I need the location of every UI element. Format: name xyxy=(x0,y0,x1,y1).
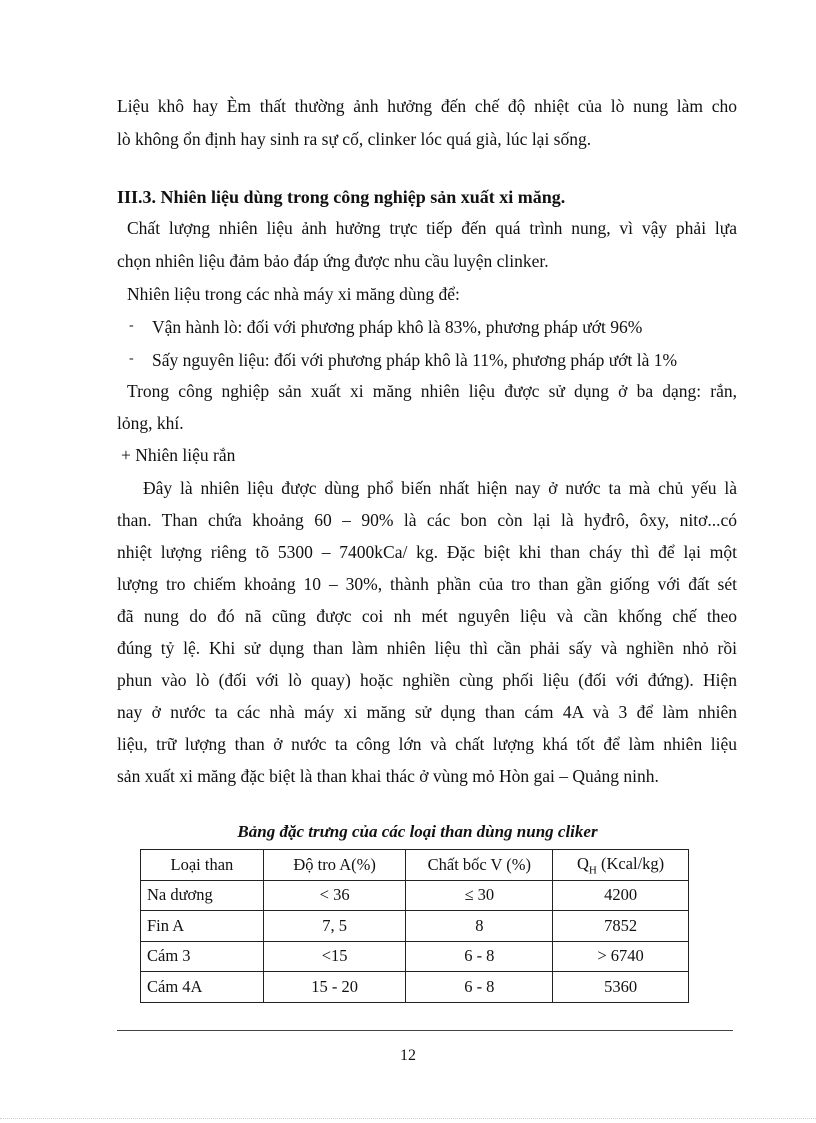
header-q-unit: (Kcal/kg) xyxy=(596,853,665,873)
paragraph-3-line-1: Trong công nghiệp sản xuất xi măng nhiên liệu được sử dụng ở ba dạng: rắn, xyxy=(127,381,737,401)
coal-properties-table xyxy=(140,849,689,1003)
paragraph-intro-line-1: Liệu khô hay Èm thất thường ảnh hưởng đến chế độ nhiệt của lò nung làm cho xyxy=(117,96,737,116)
cell-heat-value: 7852 xyxy=(553,911,689,942)
cell-heat-value: 5360 xyxy=(553,972,689,1003)
cell-ash: <15 xyxy=(263,941,406,972)
bullet-item-2: Sấy nguyên liệu: đối với phương pháp khô là 11%, phương pháp ướt là 1% xyxy=(152,350,678,370)
table-row xyxy=(141,911,689,942)
cell-coal-type: Cám 3 xyxy=(141,941,264,972)
paragraph-4-line-4: lượng tro chiếm khoảng 10 – 30%, thành phần của tro than gần giống với đất sét xyxy=(117,574,737,594)
cell-heat-value: 4200 xyxy=(553,880,689,911)
paragraph-3-line-2: lỏng, khí. xyxy=(117,413,184,433)
bullet-marker-2: - xyxy=(129,351,134,366)
header-q-main: Q xyxy=(576,853,589,873)
table-header-row xyxy=(141,850,689,881)
bullet-marker-1: - xyxy=(129,318,134,333)
paragraph-2: Nhiên liệu trong các nhà máy xi măng dùng để: xyxy=(127,284,460,304)
cell-coal-type: Na dương xyxy=(141,880,264,911)
table-row xyxy=(141,880,689,911)
cell-coal-type: Cám 4A xyxy=(141,972,264,1003)
cell-ash: < 36 xyxy=(263,880,406,911)
paragraph-4-line-3: nhiệt lượng riêng tõ 5300 – 7400kCa/ kg. Đặc biệt khi than cháy thì để lại một xyxy=(117,542,737,562)
header-q-sub: H xyxy=(588,863,597,876)
section-heading: III.3. Nhiên liệu dùng trong công nghiệp sản xuất xi măng. xyxy=(117,187,566,207)
paragraph-4-line-10: sản xuất xi măng đặc biệt là than khai thác ở vùng mỏ Hòn gai – Quảng ninh. xyxy=(117,766,659,786)
paragraph-1-line-2: chọn nhiên liệu đảm bảo đáp ứng được nhu cầu luyện clinker. xyxy=(117,251,549,271)
paragraph-4-line-1: Đây là nhiên liệu được dùng phổ biến nhất hiện nay ở nước ta mà chủ yếu là xyxy=(143,478,737,498)
paragraph-4-line-9: liệu, trữ lượng than ở nước ta công lớn và chất lượng khá tốt để làm nhiên liệu xyxy=(117,734,737,754)
cell-volatile: ≤ 30 xyxy=(406,880,553,911)
bullet-item-1: Vận hành lò: đối với phương pháp khô là 83%, phương pháp ướt 96% xyxy=(152,317,643,337)
subheading-solid-fuel: + Nhiên liệu rắn xyxy=(121,445,236,465)
cell-volatile: 6 - 8 xyxy=(406,941,553,972)
table-caption: Bảng đặc trưng của các loại than dùng nung cliker xyxy=(237,822,598,841)
paragraph-4-line-6: đúng tỷ lệ. Khi sử dụng than làm nhiên liệu thì cần phải sấy và nghiền nhỏ rồi xyxy=(117,638,737,658)
footer-divider xyxy=(117,1030,733,1031)
cell-volatile: 6 - 8 xyxy=(406,972,553,1003)
header-heat-value xyxy=(553,850,689,881)
header-volatile: Chất bốc V (%) xyxy=(406,850,553,881)
paragraph-4-line-2: than. Than chứa khoảng 60 – 90% là các bon còn lại là hyđrô, ôxy, nitơ...có xyxy=(117,510,737,530)
header-coal-type: Loại than xyxy=(141,850,264,881)
table-row xyxy=(141,972,689,1003)
paragraph-4-line-5: đã nung do đó nã cũng được coi nh mét nguyên liệu và cần khống chế theo xyxy=(117,606,737,626)
paragraph-4-line-7: phun vào lò (đối với lò quay) hoặc nghiền cùng phối liệu (đối với đứng). Hiện xyxy=(117,670,737,690)
cell-volatile: 8 xyxy=(406,911,553,942)
header-ash: Độ tro A(%) xyxy=(263,850,406,881)
table-row xyxy=(141,941,689,972)
cell-ash: 7, 5 xyxy=(263,911,406,942)
cell-heat-value: > 6740 xyxy=(553,941,689,972)
paragraph-intro-line-2: lò không ổn định hay sinh ra sự cố, clinker lóc quá già, lúc lại sống. xyxy=(117,129,592,149)
cell-coal-type: Fin A xyxy=(141,911,264,942)
paragraph-4-line-8: nay ở nước ta các nhà máy xi măng sử dụng than cám 4A và 3 để làm nhiên xyxy=(117,702,737,722)
paragraph-1-line-1: Chất lượng nhiên liệu ảnh hưởng trực tiếp đến quá trình nung, vì vậy phải lựa xyxy=(127,218,737,238)
cell-ash: 15 - 20 xyxy=(263,972,406,1003)
page-number: 12 xyxy=(400,1047,416,1064)
page-edge-line xyxy=(0,1118,816,1119)
